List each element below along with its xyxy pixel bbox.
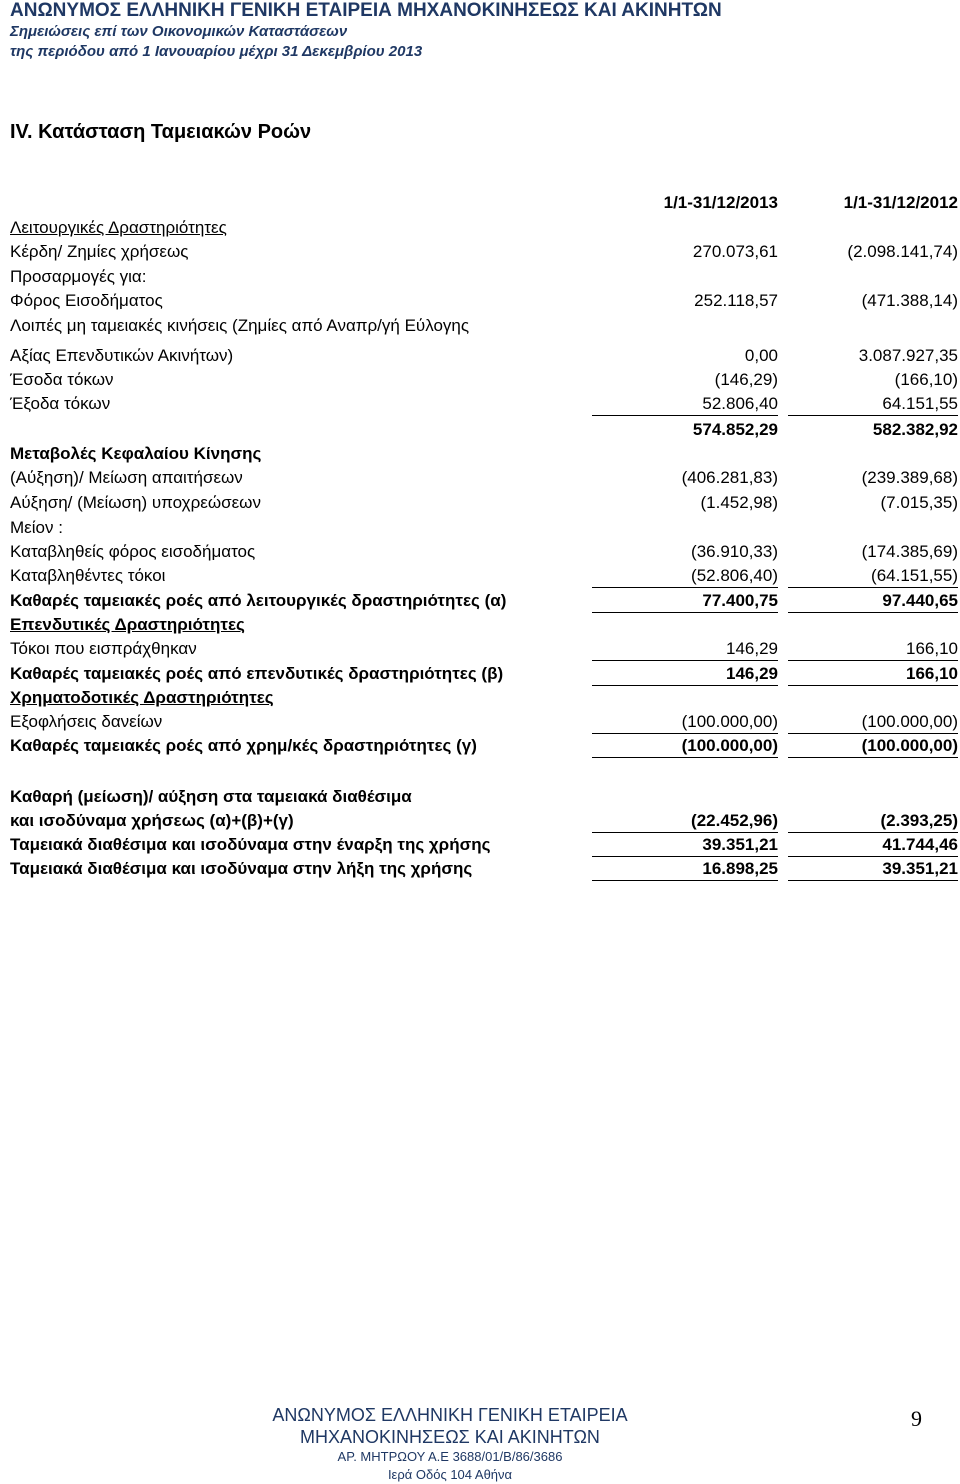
table-row — [10, 368, 958, 392]
total-row-net-change — [10, 809, 958, 833]
table-row — [10, 785, 958, 809]
row-value-2013: 77.400,75 — [592, 589, 778, 613]
row-value-2012: (2.393,25) — [788, 809, 958, 833]
subtotal-value-2012: 582.382,92 — [872, 420, 958, 439]
total-row-opening-cash — [10, 833, 958, 857]
table-row — [10, 289, 958, 313]
row-value-2012: 97.440,65 — [788, 589, 958, 613]
row-value-2013: (22.452,96) — [592, 809, 778, 833]
total-row-operating — [10, 589, 958, 613]
row-label: Ταμειακά διαθέσιμα και ισοδύναμα στην έναρξη της χρήσης — [10, 835, 491, 854]
table-row — [10, 516, 958, 540]
row-value-2012: 39.351,21 — [788, 857, 958, 881]
table-row — [10, 344, 958, 368]
row-value-2012: (7.015,35) — [880, 493, 958, 512]
row-label: Τόκοι που εισπράχθηκαν — [10, 639, 197, 658]
page-number: 9 — [911, 1406, 922, 1431]
row-label: Εξοφλήσεις δανείων — [10, 712, 163, 731]
table-row — [10, 392, 958, 416]
row-label: Καταβληθείς φόρος εισοδήματος — [10, 542, 256, 561]
row-value-2012: (239.389,68) — [861, 468, 958, 487]
footer-company-line1: ΑΝΩΝΥΜΟΣ ΕΛΛΗΝΙΚΗ ΓΕΝΙΚΗ ΕΤΑΙΡΕΙΑ — [272, 1405, 628, 1425]
row-value-2013: 39.351,21 — [592, 833, 778, 857]
row-value-2012: (166,10) — [894, 370, 958, 389]
subtotal-row — [10, 418, 958, 442]
row-value-2013: (100.000,00) — [592, 734, 778, 758]
row-label: και ισοδύναμα χρήσεως (α)+(β)+(γ) — [10, 811, 294, 830]
row-value-2012: 41.744,46 — [788, 833, 958, 857]
header-subtitle-period: της περιόδου από 1 Ιανουαρίου μέχρι 31 Δεκεμβρίου 2013 — [10, 43, 423, 60]
row-label: Κέρδη/ Ζημίες χρήσεως — [10, 242, 189, 261]
row-label: (Αύξηση)/ Μείωση απαιτήσεων — [10, 468, 243, 487]
table-row — [10, 216, 958, 240]
row-label: Καταβληθέντες τόκοι — [10, 566, 166, 585]
row-value-2012: (174.385,69) — [861, 542, 958, 561]
row-label: Επενδυτικές Δραστηριότητες — [10, 615, 245, 634]
total-row-financing — [10, 734, 958, 758]
row-label: Έσοδα τόκων — [10, 370, 114, 389]
table-row — [10, 686, 958, 710]
row-value-2012: 64.151,55 — [788, 392, 958, 416]
row-value-2013: 52.806,40 — [592, 392, 778, 416]
row-value-2012: (2.098.141,74) — [847, 242, 958, 261]
table-row — [10, 613, 958, 637]
table-row — [10, 240, 958, 264]
row-label: Έξοδα τόκων — [10, 394, 111, 413]
document-footer — [250, 1404, 650, 1484]
row-label: Καθαρές ταμειακές ροές από επενδυτικές δραστηριότητες (β) — [10, 664, 504, 683]
table-row — [10, 466, 958, 490]
row-value-2012: (471.388,14) — [861, 291, 958, 310]
row-value-2012: 3.087.927,35 — [858, 346, 958, 365]
footer-registry: ΑΡ. ΜΗΤΡΩΟΥ Α.Ε 3688/01/Β/86/3686 — [337, 1449, 563, 1464]
row-value-2013: (52.806,40) — [592, 564, 778, 588]
total-row-investing — [10, 662, 958, 686]
row-label: Μεταβολές Κεφαλαίου Κίνησης — [10, 444, 262, 463]
header-subtitle-notes: Σημειώσεις επί των Οικονομικών Καταστάσεων — [10, 23, 348, 40]
column-header-2012: 1/1-31/12/2012 — [843, 193, 958, 212]
row-value-2013: 0,00 — [744, 346, 778, 365]
row-label: Προσαρμογές για: — [10, 267, 147, 286]
table-row — [10, 710, 958, 734]
row-label: Λοιπές μη ταμειακές κινήσεις (Ζημίες από Αναπρ/γή Εύλογης — [10, 316, 470, 335]
row-value-2012: (64.151,55) — [788, 564, 958, 588]
row-label: Λειτουργικές Δραστηριότητες — [10, 218, 227, 237]
row-value-2013: 146,29 — [592, 662, 778, 686]
row-label: Καθαρές ταμειακές ροές από χρημ/κές δραστηριότητες (γ) — [10, 736, 477, 755]
table-row — [10, 265, 958, 289]
row-label: Ταμειακά διαθέσιμα και ισοδύναμα στην λήξη της χρήσης — [10, 859, 473, 878]
footer-address: Ιερά Οδός 104 Αθήνα — [387, 1467, 513, 1482]
table-row — [10, 564, 958, 588]
column-header-row — [10, 191, 958, 215]
row-value-2013: (1.452,98) — [700, 493, 778, 512]
section-title: IV. Κατάσταση Ταμειακών Ροών — [10, 121, 312, 143]
footer-company-line2: ΜΗΧΑΝΟΚΙΝΗΣΕΩΣ ΚΑΙ ΑΚΙΝΗΤΩΝ — [300, 1427, 600, 1447]
row-value-2013: (146,29) — [714, 370, 778, 389]
column-header-2013: 1/1-31/12/2013 — [663, 193, 778, 212]
row-value-2012: 166,10 — [788, 662, 958, 686]
row-value-2013: (406.281,83) — [681, 468, 778, 487]
row-value-2012: (100.000,00) — [788, 734, 958, 758]
row-label: Αύξηση/ (Μείωση) υποχρεώσεων — [10, 493, 261, 512]
total-row-closing-cash — [10, 857, 958, 881]
row-value-2013: 252.118,57 — [694, 291, 778, 310]
row-label: Χρηματοδοτικές Δραστηριότητες — [10, 688, 274, 707]
row-value-2013: 270.073,61 — [692, 242, 778, 261]
row-label: Φόρος Εισοδήματος — [10, 291, 163, 310]
row-label: Καθαρές ταμειακές ροές από λειτουργικές δραστηριότητες (α) — [10, 591, 507, 610]
document-header — [10, 0, 722, 62]
table-row — [10, 491, 958, 515]
row-label: Καθαρή (μείωση)/ αύξηση στα ταμειακά διαθέσιμα — [10, 787, 412, 806]
table-row — [10, 637, 958, 661]
table-row — [10, 314, 958, 338]
table-row — [10, 540, 958, 564]
row-value-2012: 166,10 — [788, 637, 958, 661]
row-value-2012: (100.000,00) — [788, 710, 958, 734]
table-row — [10, 442, 958, 466]
row-label: Μείον : — [10, 518, 63, 537]
subtotal-value-2013: 574.852,29 — [692, 420, 778, 439]
row-value-2013: 16.898,25 — [592, 857, 778, 881]
row-label: Αξίας Επενδυτικών Ακινήτων) — [10, 346, 234, 365]
row-value-2013: 146,29 — [592, 637, 778, 661]
row-value-2013: (36.910,33) — [691, 542, 778, 561]
row-value-2013: (100.000,00) — [592, 710, 778, 734]
company-name: ΑΝΩΝΥΜΟΣ ΕΛΛΗΝΙΚΗ ΓΕΝΙΚΗ ΕΤΑΙΡΕΙΑ ΜΗΧΑΝΟΚΙΝΗΣΕΩΣ ΚΑΙ ΑΚΙΝΗΤΩΝ — [10, 0, 722, 21]
